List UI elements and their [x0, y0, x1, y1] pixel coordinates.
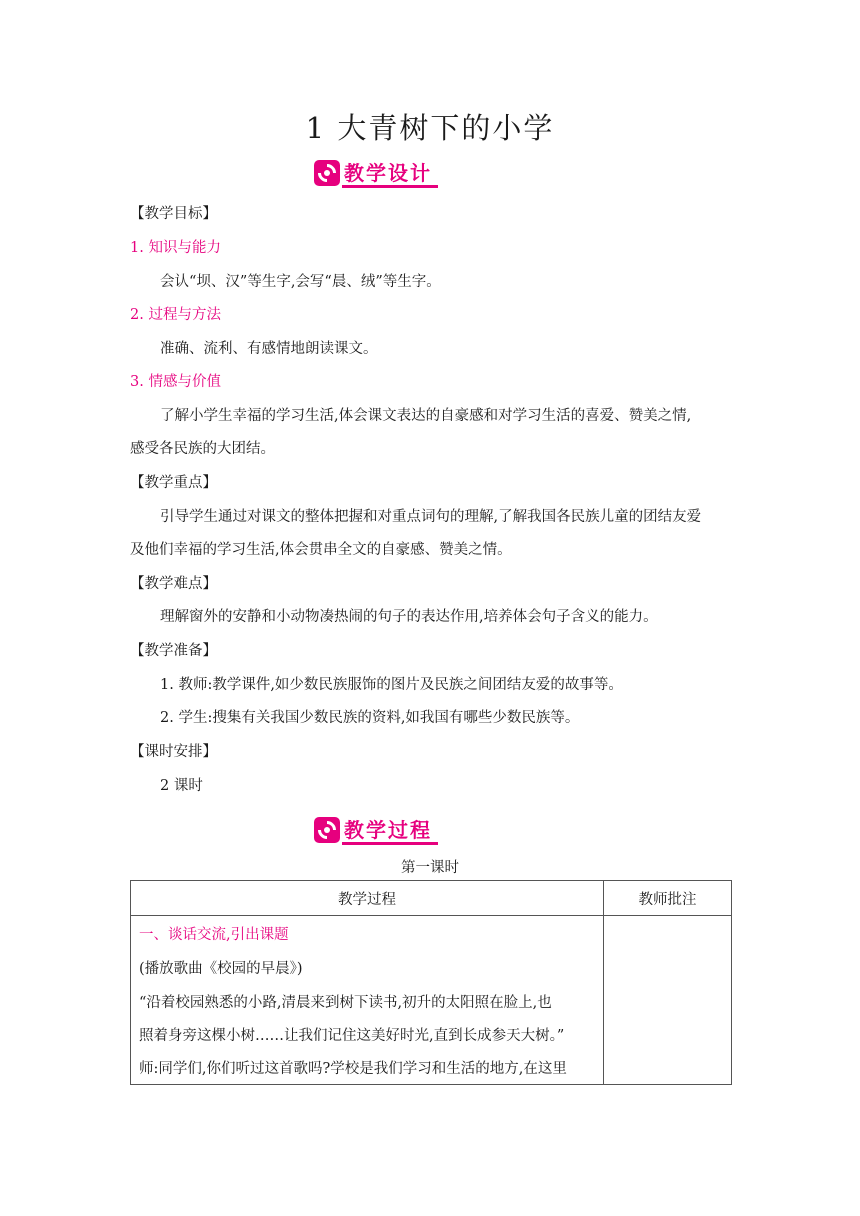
difficulty-text: 理解窗外的安静和小动物凑热闹的句子的表达作用,培养体会句子含义的能力。	[160, 609, 658, 625]
goal2-text: 准确、流利、有感情地朗读课文。	[160, 341, 378, 357]
step-line: (播放歌曲《校园的早晨》)	[139, 961, 303, 977]
table-row	[131, 916, 732, 1085]
key-points-line2: 及他们幸福的学习生活,体会贯串全文的自豪感、赞美之情。	[130, 542, 512, 558]
teaching-process-banner	[314, 815, 432, 845]
step-heading: 一、谈话交流,引出课题	[139, 927, 289, 943]
goal3-text-line2: 感受各民族的大团结。	[130, 441, 275, 457]
table-header-row	[131, 881, 732, 916]
goal1-heading: 1. 知识与能力	[130, 240, 221, 256]
banner-text: 教学过程	[344, 818, 432, 842]
goal1-text: 会认“坝、汉”等生字,会写“晨、绒”等生字。	[160, 274, 441, 290]
goal2-heading: 2. 过程与方法	[130, 307, 221, 323]
banner-underline	[342, 185, 438, 188]
key-points-heading: 【教学重点】	[130, 475, 217, 491]
step-line: “沿着校园熟悉的小路,清晨来到树下读书,初升的太阳照在脸上,也	[139, 995, 552, 1011]
banner-text: 教学设计	[344, 161, 432, 185]
col-header-process: 教学过程	[131, 881, 604, 916]
preparation-heading: 【教学准备】	[130, 643, 217, 659]
goal3-text-line1: 了解小学生幸福的学习生活,体会课文表达的自豪感和对学习生活的喜爱、赞美之情,	[160, 408, 692, 424]
schedule-heading: 【课时安排】	[130, 744, 217, 760]
schedule-text: 2 课时	[160, 778, 203, 794]
difficulty-heading: 【教学难点】	[130, 576, 217, 592]
logo-icon	[314, 817, 340, 843]
preparation-teacher: 1. 教师:教学课件,如少数民族服饰的图片及民族之间团结友爱的故事等。	[160, 677, 623, 693]
banner-underline	[342, 842, 438, 845]
goal3-heading: 3. 情感与价值	[130, 374, 221, 390]
teaching-design-banner	[314, 158, 432, 188]
page-title: 1 大青树下的小学	[305, 111, 555, 145]
logo-icon	[314, 160, 340, 186]
goals-heading: 【教学目标】	[130, 206, 217, 222]
step-line: 照着身旁这棵小树……让我们记住这美好时光,直到长成参天大树。”	[139, 1028, 565, 1044]
col-header-notes: 教师批注	[604, 881, 732, 916]
process-cell	[131, 916, 604, 1085]
preparation-student: 2. 学生:搜集有关我国少数民族的资料,如我国有哪些少数民族等。	[160, 710, 580, 726]
notes-cell	[604, 916, 732, 1085]
lesson-label: 第一课时	[401, 860, 459, 876]
step-line: 师:同学们,你们听过这首歌吗?学校是我们学习和生活的地方,在这里	[139, 1061, 567, 1077]
key-points-line1: 引导学生通过对课文的整体把握和对重点词句的理解,了解我国各民族儿童的团结友爱	[160, 509, 702, 525]
process-table	[130, 880, 732, 1085]
